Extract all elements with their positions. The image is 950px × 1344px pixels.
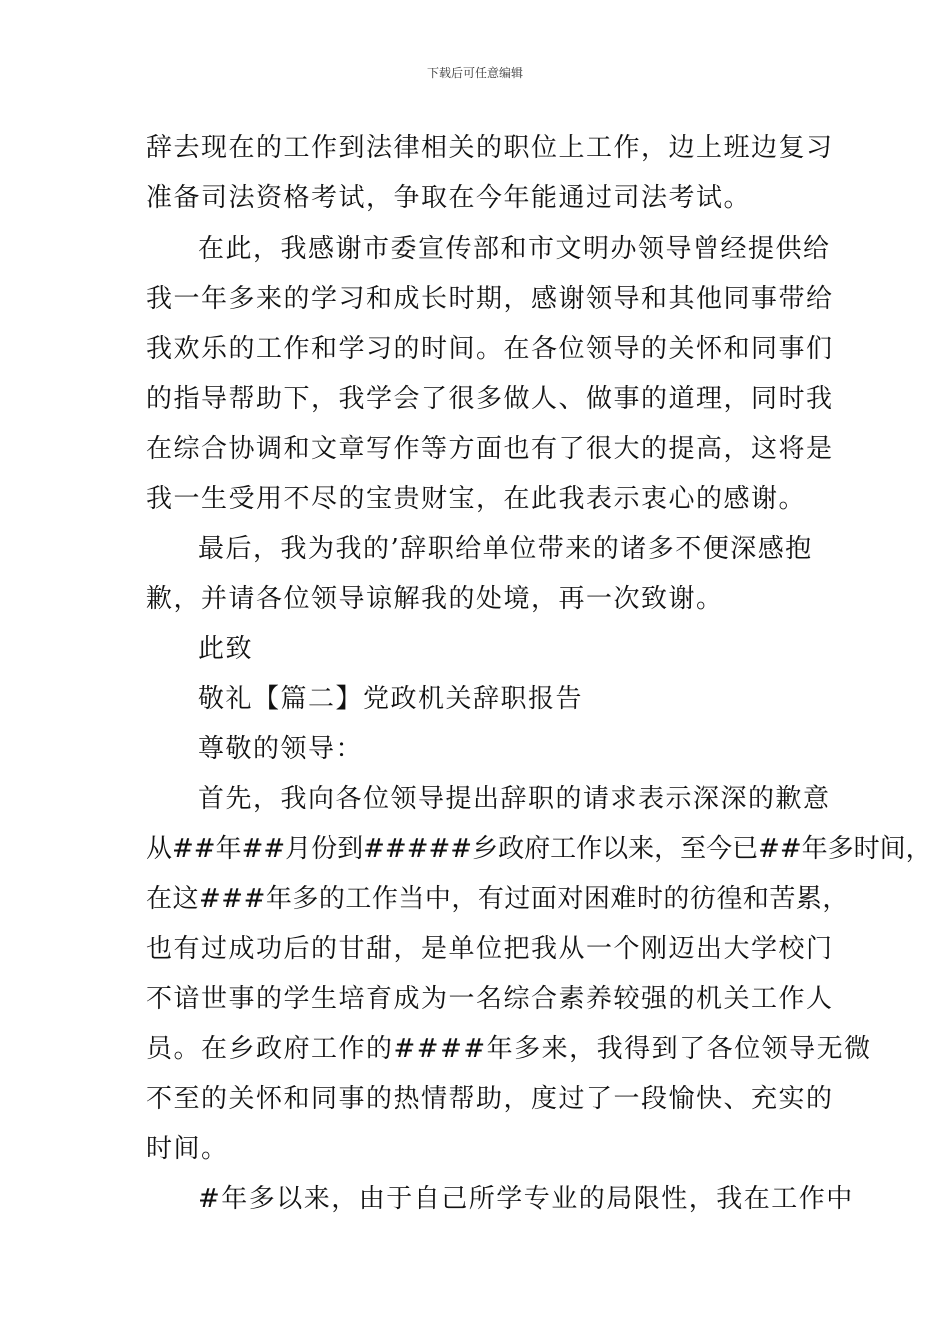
text-line: 准备司法资格考试，争取在今年能通过司法考试。	[146, 183, 752, 213]
text-line: 在这###年多的工作当中，有过面对困难时的彷徨和苦累，	[146, 884, 849, 914]
text-line: 首先，我向各位领导提出辞职的请求表示深深的歉意	[198, 784, 831, 814]
text-line: 不谙世事的学生培育成为一名综合素养较强的机关工作人	[146, 984, 834, 1014]
text-line: 的指导帮助下，我学会了很多做人、做事的道理，同时我	[146, 384, 834, 414]
text-line: 此致	[198, 634, 254, 664]
text-line: #年多以来，由于自己所学专业的局限性，我在工作中	[198, 1184, 854, 1214]
text-line: 在此，我感谢市委宣传部和市文明办领导曾经提供给	[198, 234, 831, 264]
text-line: 我一年多来的学习和成长时期，感谢领导和其他同事带给	[146, 284, 834, 314]
text-line: 辞去现在的工作到法律相关的职位上工作，边上班边复习	[146, 133, 834, 163]
text-line: 我一生受用不尽的宝贵财宝，在此我表示衷心的感谢。	[146, 484, 807, 514]
text-line: 在综合协调和文章写作等方面也有了很大的提高，这将是	[146, 434, 834, 464]
text-line: 歉，并请各位领导谅解我的处境，再一次致谢。	[146, 584, 724, 614]
text-line: 敬礼【篇二】党政机关辞职报告	[198, 684, 584, 714]
text-line: 尊敬的领导：	[198, 734, 364, 764]
text-line: 不至的关怀和同事的热情帮助，度过了一段愉快、充实的	[146, 1084, 834, 1114]
text-line: 员。在乡政府工作的####年多来，我得到了各位领导无微	[146, 1034, 872, 1064]
text-line: 最后，我为我的’辞职给单位带来的诸多不便深感抱	[198, 534, 813, 564]
text-line: 也有过成功后的甘甜，是单位把我从一个刚迈出大学校门	[146, 934, 834, 964]
text-line: 从##年##月份到#####乡政府工作以来，至今已##年多时间，	[146, 834, 932, 864]
page-header: 下载后可任意编辑	[426, 66, 523, 80]
text-line: 我欢乐的工作和学习的时间。在各位领导的关怀和同事们	[146, 334, 834, 364]
text-line: 时间。	[146, 1134, 229, 1164]
